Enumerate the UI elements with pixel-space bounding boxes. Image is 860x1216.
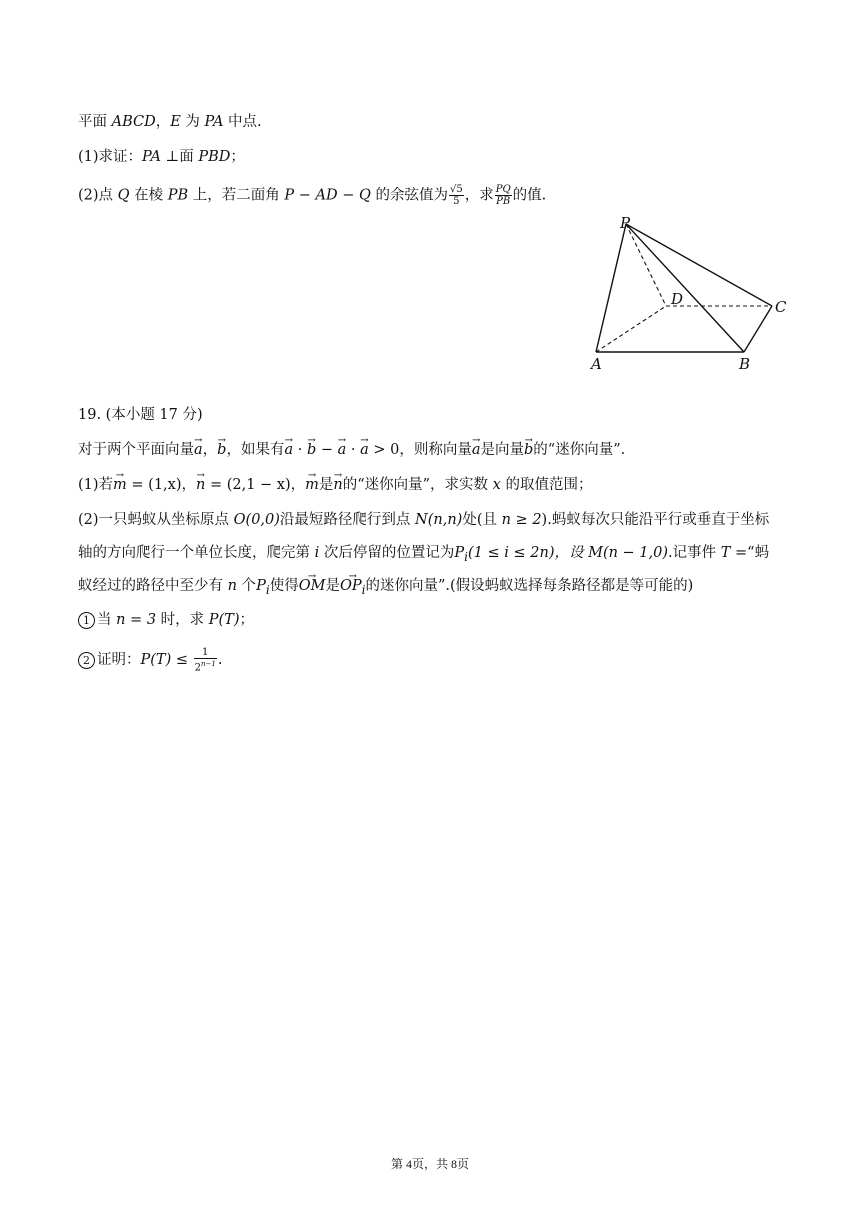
text: ， [202,442,218,458]
point-p: P [454,545,465,561]
vector-b: → b [217,440,226,460]
text: 蚁经过的路径中至少有 [78,578,228,594]
text: (1)若 [78,477,114,493]
text: ，如果有 [226,442,285,458]
text: . [217,652,223,669]
range: (1 ≤ i ≤ 2n)，设 [468,545,589,561]
q18-part2 [78,184,546,207]
edge-pb: PB [167,187,189,204]
text: 的取值范围； [500,477,593,493]
text: 的值. [512,187,547,204]
exponent: n−1 [200,660,216,668]
text: 轴的方向爬行一个单位长度，爬完第 [78,545,315,561]
numerator: √5 [450,184,463,195]
denominator: PB [496,196,511,207]
text: 处(且 [462,512,502,528]
text: 当 [97,612,117,628]
text: 次后停留的位置记为 [319,545,455,561]
page-footer: 第 4页，共 8页 [390,1157,469,1171]
plane-abcd: ABCD [111,114,156,130]
text: 证明： [97,652,141,669]
probability: P(T) ≤ [140,652,193,669]
numerator: PQ [495,184,511,195]
circled-number: 1 [78,612,95,629]
label-a: A [591,355,602,373]
text: 是 [318,477,334,493]
cos-fraction [449,184,464,207]
q19-sub2 [78,647,222,673]
vector-a: → a [360,440,369,460]
segment-pa: PA [204,114,224,130]
vector-a: → a [338,440,347,460]
q19-part2-line3 [78,576,693,600]
point-e: E [170,114,181,130]
probability: P(T) [208,612,240,628]
numerator: 1 [194,647,217,659]
plane-pbd: PBD [198,149,231,165]
q19-intro: 对于两个平面向量→ a，→ b，如果有→ a · → b − → a · → a > 0，则称向量→ a是向量→ b的“迷你向量”. [78,440,625,460]
text: 使得 [269,578,299,594]
vector-a: → a [194,440,203,460]
vector-om: → OM [299,576,326,596]
edge-pa [596,224,626,352]
text: ，则称向量 [399,442,472,458]
segment-pa: PA [142,149,161,165]
text: 上，若二面角 [188,187,285,204]
q19-sub1 [78,610,254,630]
vector-b: → b [524,440,533,460]
text: 的“迷你向量”. [533,442,626,458]
text: 的余弦值为 [370,187,448,204]
vector-b: → b [307,440,316,460]
vector-opi [340,576,366,600]
subscript-i: i [361,582,366,597]
denominator: 5 [453,196,460,207]
q19-part2-line1 [78,510,769,530]
text: 为 [180,114,205,130]
q18-line1 [78,112,262,132]
text: (1)求证： [78,149,143,165]
subscript-i: i [464,549,468,564]
text: 在棱 [129,187,168,204]
edge-pd-hidden [626,224,666,306]
text: (2)一只蚂蚁从坐标原点 [78,512,234,528]
variable-i: i [314,545,320,561]
text: 是向量 [480,442,524,458]
point-m: M(n − 1,0) [588,545,669,561]
text: 的迷你向量”.(假设蚂蚁选择每条路径都是等可能的) [365,578,694,594]
vector-op: OP [339,578,362,594]
event-t: T [720,545,731,561]
ratio-fraction [495,184,512,207]
text: 对于两个平面向量 [78,442,194,458]
label-b: B [739,355,751,373]
variable-x: x [492,477,501,493]
text: 平面 [78,114,112,130]
text: (2)点 [78,187,118,204]
vector-a: → a [472,440,481,460]
pyramid-figure [588,214,798,376]
subscript-i: i [265,582,270,597]
edge-pb [626,224,744,352]
text: 个 [236,578,257,594]
text: 是 [325,578,340,594]
text: ).蚂蚁每次只能沿平行或垂直于坐标 [541,512,770,528]
q18-part1 [78,147,245,167]
n-definition: = (2,1 − x)， [205,477,306,493]
text: 中点. [223,114,262,130]
variable-n: n [227,578,237,594]
circled-number: 2 [78,652,95,669]
label-p: P [620,214,631,232]
q19-part2-line2 [78,543,769,567]
text: 时，求 [156,612,209,628]
condition: n ≥ 2 [501,512,542,528]
q19-part1: (1)若→ m = (1,x)，→ n = (2,1 − x)，→ m是→ n的“迷你向量”，求实数 x 的取值范围； [78,475,592,495]
point-n: N(n,n) [415,512,463,528]
dihedral-angle: P − AD − Q [284,187,371,204]
bound-fraction [194,647,217,673]
condition: n = 3 [116,612,157,628]
q19-header: 19. (本小题 17 分) [78,407,203,423]
text: 的“迷你向量”，求实数 [342,477,493,493]
denominator [194,659,217,673]
text: ； [239,612,255,628]
edge-bc [744,306,772,352]
text: 沿最短路径爬行到点 [279,512,416,528]
text: .记事件 [668,545,721,561]
vector-a: → a [284,440,293,460]
text: ； [230,149,245,165]
origin-o: O(0,0) [233,512,280,528]
edge-ad-hidden [596,306,666,352]
point-p: P [256,578,266,594]
text: ，求 [464,187,494,204]
text: ⊥面 [160,149,199,165]
label-d: D [671,290,684,308]
point-q: Q [117,187,130,204]
m-definition: = (1,x)， [126,477,196,493]
edge-pc [626,224,772,306]
label-c: C [775,298,787,316]
base: 2 [194,662,201,674]
text: =“蚂 [730,545,770,561]
text: ， [155,114,171,130]
